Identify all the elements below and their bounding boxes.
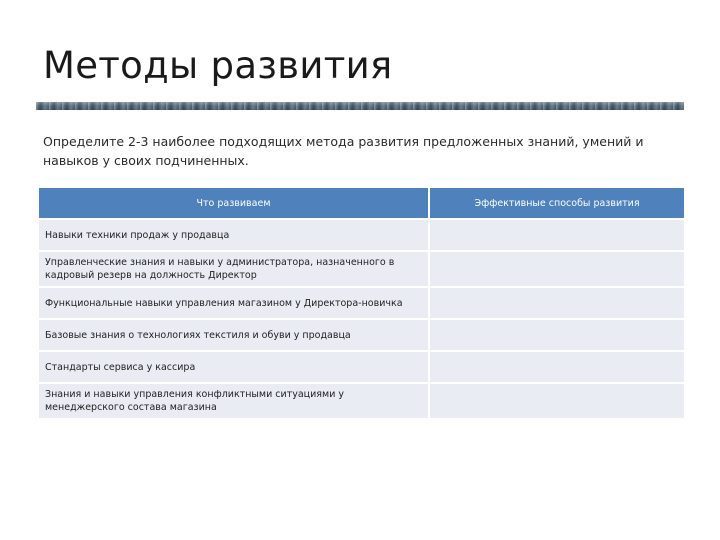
table-row	[39, 252, 684, 286]
table-row	[39, 352, 684, 382]
row-skill-cell: Знания и навыки управления конфликтными ситуациями у менеджерского состава магазина	[39, 384, 430, 418]
row-methods-cell[interactable]	[430, 352, 684, 382]
row-methods-cell[interactable]	[430, 288, 684, 318]
table-row	[39, 384, 684, 418]
table-row	[39, 220, 684, 250]
table-row	[39, 288, 684, 318]
header-effective-methods: Эффективные способы развития	[430, 188, 684, 218]
row-methods-cell[interactable]	[430, 320, 684, 350]
row-skill-cell: Стандарты сервиса у кассира	[39, 352, 430, 382]
row-skill-cell: Управленческие знания и навыки у администратора, назначенного в кадровый резерв на должность Директор	[39, 252, 430, 286]
methods-table	[39, 186, 684, 420]
row-methods-cell[interactable]	[430, 384, 684, 418]
row-skill-cell: Функциональные навыки управления магазином у Директора-новичка	[39, 288, 430, 318]
table-header-row	[39, 188, 684, 218]
row-methods-cell[interactable]	[430, 220, 684, 250]
table-row	[39, 320, 684, 350]
intro-text: Определите 2-3 наиболее подходящих метода развития предложенных знаний, умений и навыков у своих подчиненных.	[43, 134, 644, 168]
header-what-we-develop: Что развиваем	[39, 188, 430, 218]
row-methods-cell[interactable]	[430, 252, 684, 286]
slide-title: Методы развития	[43, 44, 393, 87]
row-skill-cell: Навыки техники продаж у продавца	[39, 220, 430, 250]
title-decoration-band	[36, 102, 684, 110]
row-skill-cell: Базовые знания о технологиях текстиля и обуви у продавца	[39, 320, 430, 350]
